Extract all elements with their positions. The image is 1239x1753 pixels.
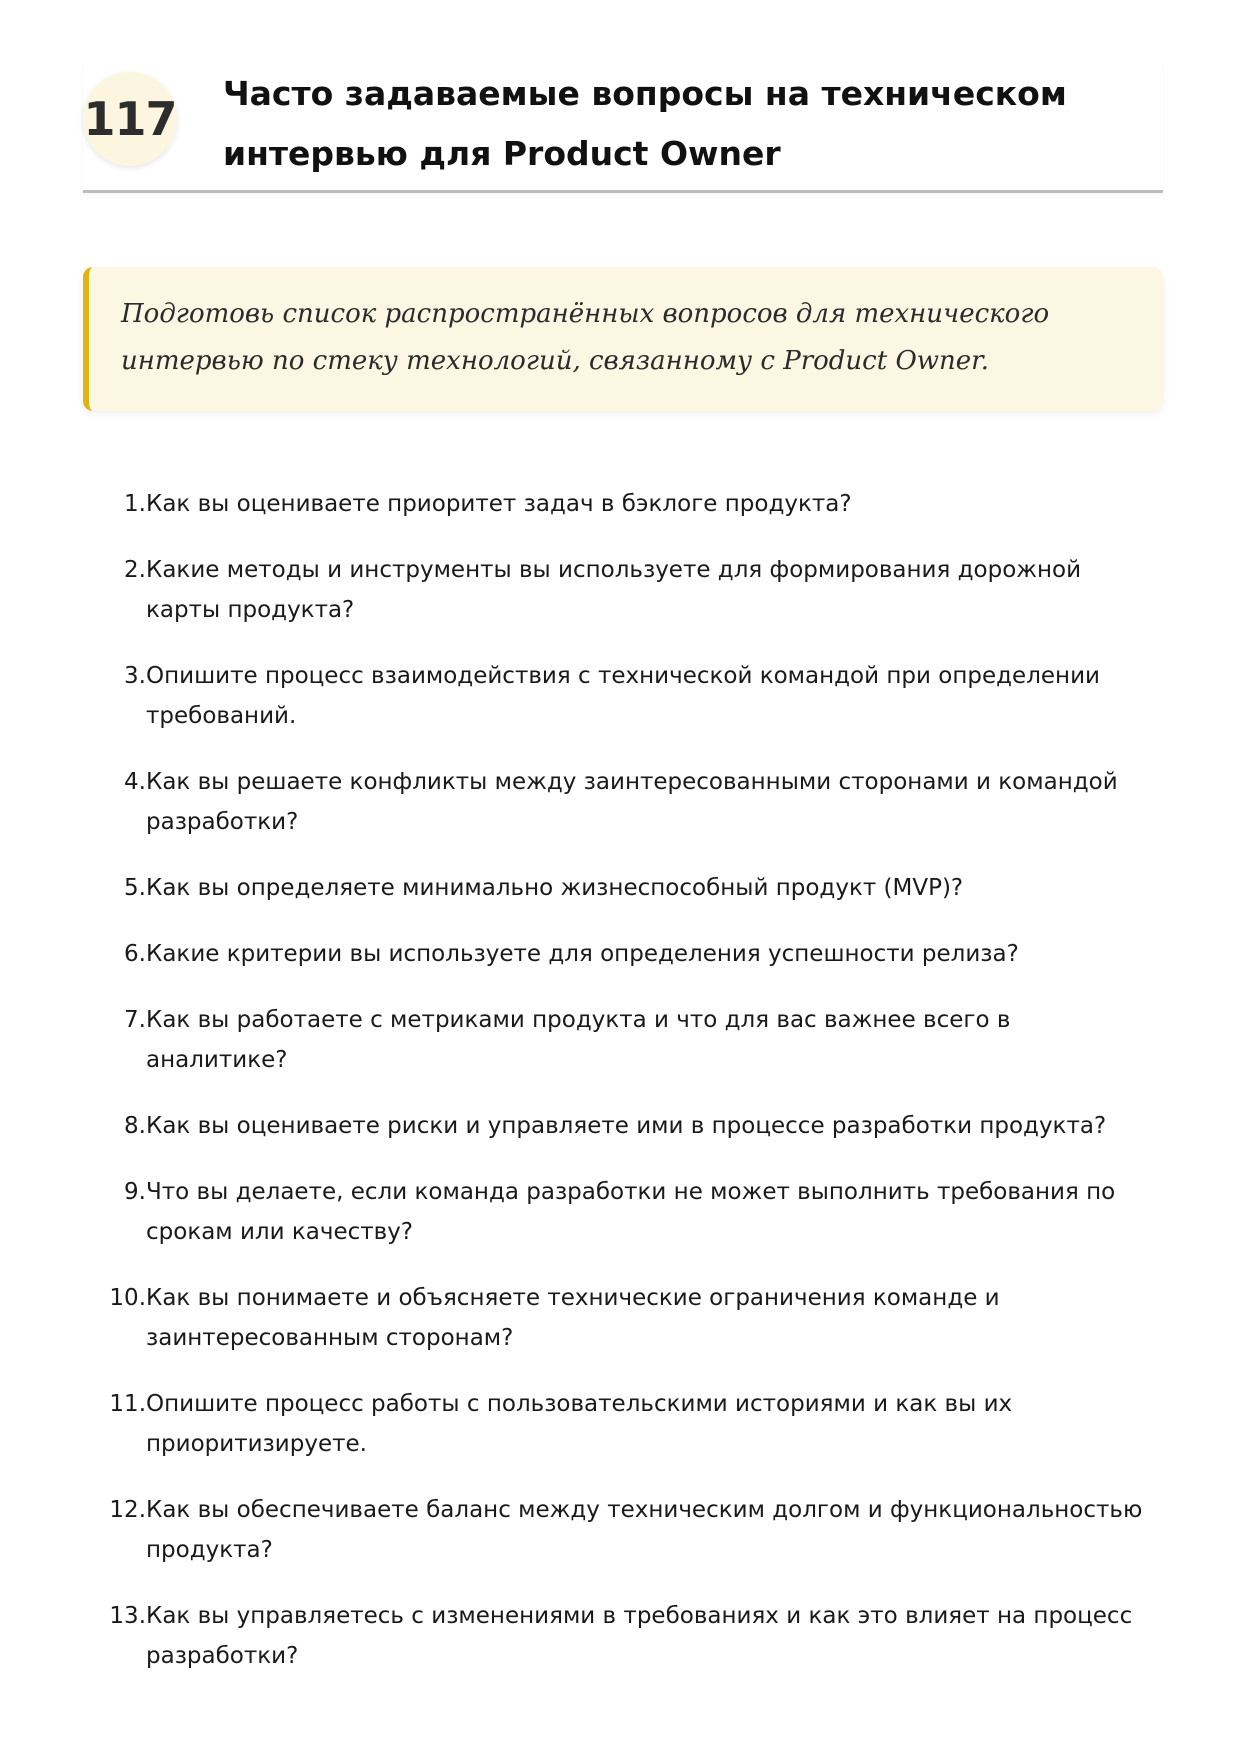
chapter-number-badge: 117: [83, 72, 177, 166]
question-text: Как вы оцениваете приоритет задач в бэклоге продукта?: [146, 491, 852, 517]
question-item: [0, 656, 1239, 736]
question-text: Как вы работаете с метриками продукта и что для вас важнее всего в аналитике?: [146, 1007, 1011, 1073]
question-text: Что вы делаете, если команда разработки не может выполнить требования по срокам или качеству?: [146, 1179, 1116, 1245]
question-text: Какие критерии вы используете для определения успешности релиза?: [146, 941, 1019, 967]
question-number: 6.: [124, 941, 146, 967]
question-text: Как вы понимаете и объясняете технические ограничения команде и заинтересованным сторонам?: [146, 1285, 1000, 1351]
question-item: [0, 1384, 1239, 1464]
prompt-text: Подготовь список распространённых вопросов для технического интервью по стеку технологий, связанному с Product Owner.: [121, 299, 1050, 376]
question-number: 13.: [109, 1603, 146, 1629]
question-item: [0, 1106, 1239, 1146]
question-number: 10.: [109, 1285, 146, 1311]
question-text: Какие методы и инструменты вы используете для формирования дорожной карты продукта?: [146, 557, 1082, 623]
question-item: [0, 1000, 1239, 1080]
question-item: [0, 868, 1239, 908]
question-item: [0, 1172, 1239, 1252]
question-number: 12.: [109, 1497, 146, 1523]
question-item: [0, 1278, 1239, 1358]
question-text: Как вы оцениваете риски и управляете ими в процессе разработки продукта?: [146, 1113, 1107, 1139]
question-number: 11.: [109, 1391, 146, 1417]
question-item: [0, 550, 1239, 630]
question-number: 1.: [124, 491, 146, 517]
question-number: 3.: [124, 663, 146, 689]
question-number: 5.: [124, 875, 146, 901]
question-number: 7.: [124, 1007, 146, 1033]
question-item: [0, 1596, 1239, 1676]
question-text: Как вы управляетесь с изменениями в требованиях и как это влияет на процесс разработки?: [146, 1603, 1133, 1669]
page-title: Часто задаваемые вопросы на техническом интервью для Product Owner: [223, 74, 1067, 173]
page-header: [83, 62, 1163, 193]
question-number: 8.: [124, 1113, 146, 1139]
question-list: [0, 484, 1239, 1702]
question-number: 4.: [124, 769, 146, 795]
prompt-callout: [83, 267, 1163, 411]
question-item: [0, 1490, 1239, 1570]
question-text: Опишите процесс взаимодействия с технической командой при определении требований.: [146, 663, 1100, 729]
question-item: [0, 762, 1239, 842]
question-text: Опишите процесс работы с пользовательскими историями и как вы их приоритизируете.: [146, 1391, 1013, 1457]
question-item: [0, 934, 1239, 974]
question-item: [0, 484, 1239, 524]
question-number: 2.: [124, 557, 146, 583]
question-number: 9.: [124, 1179, 146, 1205]
question-text: Как вы определяете минимально жизнеспособный продукт (MVP)?: [146, 875, 964, 901]
question-text: Как вы обеспечиваете баланс между техническим долгом и функциональностью продукта?: [146, 1497, 1143, 1563]
question-text: Как вы решаете конфликты между заинтересованными сторонами и командой разработки?: [146, 769, 1118, 835]
